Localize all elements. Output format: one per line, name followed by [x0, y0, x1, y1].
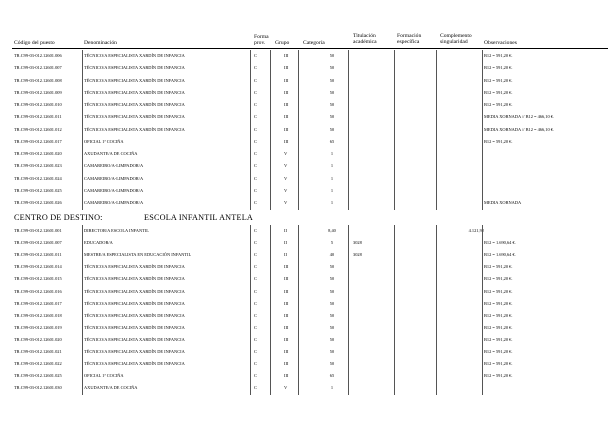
cell-categoria: 50: [329, 300, 335, 306]
cell-forma: C: [254, 89, 257, 95]
cell-code: TR.C99-03-012.12601.024: [14, 175, 62, 181]
cell-titulacion: 3028: [353, 240, 362, 246]
column-divider: [348, 50, 349, 210]
cell-forma: C: [254, 126, 257, 132]
cell-observaciones: B12 = 591,20 €.: [484, 53, 513, 58]
cell-forma: C: [254, 77, 257, 83]
cell-code: TR.C99-03-012.12601.020: [14, 336, 62, 342]
cell-observaciones: B12 = 591,20 €.: [484, 288, 513, 294]
cell-categoria: 50: [329, 126, 335, 132]
cell-code: TR.C99-03-012.12601.007: [14, 65, 62, 71]
cell-code: TR.C99-03-012.12601.022: [14, 361, 62, 367]
cell-grupo: III: [284, 264, 289, 270]
cell-grupo: III: [284, 373, 289, 379]
column-divider: [250, 225, 251, 395]
cell-denominacion: TÉCNICO/A ESPECIALISTA XARDÍN DE INFANCIA: [84, 114, 185, 120]
cell-grupo: III: [284, 300, 289, 306]
cell-observaciones: B12 = 591,20 €.: [484, 276, 513, 282]
cell-code: TR.C99-03-012.12601.001: [14, 228, 62, 233]
header-categoria: Categoría: [303, 40, 325, 46]
cell-denominacion: MESTRE/A ESPECIALISTA EN EDUCACIÓN INFANTIL: [84, 252, 192, 258]
cell-code: TR.C99-03-012.12601.017: [14, 300, 62, 306]
cell-forma: C: [254, 373, 257, 379]
cell-denominacion: OFICIAL 1ª COCIÑA: [84, 373, 124, 379]
cell-code: TR.C99-03-012.12601.008: [14, 77, 62, 83]
column-divider: [436, 50, 437, 210]
cell-observaciones: B12 = 591,20 €.: [484, 349, 513, 354]
cell-denominacion: TÉCNICO/A ESPECIALISTA XARDÍN DE INFANCIA: [84, 276, 185, 282]
cell-forma: C: [254, 385, 257, 391]
cell-categoria: 65: [329, 373, 335, 379]
cell-categoria: 1: [330, 200, 334, 205]
cell-grupo: V: [284, 175, 288, 181]
cell-code: TR.C99-03-012.12601.016: [14, 288, 62, 294]
cell-grupo: III: [284, 276, 289, 282]
cell-categoria: 50: [329, 276, 335, 282]
column-divider: [270, 225, 271, 395]
column-divider: [394, 225, 395, 395]
cell-forma: C: [254, 200, 257, 205]
cell-denominacion: TÉCNICO/A ESPECIALISTA XARDÍN DE INFANCIA: [84, 77, 185, 83]
cell-forma: C: [254, 187, 257, 193]
cell-code: TR.C99-03-012.12601.021: [14, 349, 62, 354]
cell-grupo: III: [284, 288, 289, 294]
cell-denominacion: TÉCNICO/A ESPECIALISTA XARDÍN DE INFANCIA: [84, 53, 185, 58]
cell-categoria: 50: [329, 324, 335, 330]
cell-grupo: III: [284, 312, 289, 318]
cell-observaciones: B12 = 591,20 €.: [484, 138, 513, 144]
cell-categoria: 50: [329, 264, 335, 270]
cell-grupo: III: [284, 349, 289, 354]
cell-grupo: III: [284, 102, 289, 107]
cell-forma: C: [254, 252, 257, 258]
cell-grupo: III: [284, 324, 289, 330]
cell-forma: C: [254, 361, 257, 367]
cell-categoria: 1: [330, 163, 334, 169]
cell-code: TR.C99-03-012.12601.011: [14, 114, 62, 120]
cell-code: TR.C99-03-012.12601.026: [14, 200, 62, 205]
cell-code: TR.C99-03-012.12601.007: [14, 240, 62, 246]
header-titulacion: Titulación académica: [353, 33, 377, 46]
cell-code: TR.C99-03-012.12601.006: [14, 53, 62, 58]
cell-denominacion: TÉCNICO/A ESPECIALISTA XARDÍN DE INFANCIA: [84, 300, 185, 306]
cell-categoria: 8,40: [328, 228, 336, 233]
cell-observaciones: B12 = 591,20 €.: [484, 361, 513, 367]
cell-denominacion: TÉCNICO/A ESPECIALISTA XARDÍN DE INFANCIA: [84, 349, 185, 354]
cell-code: TR.C99-03-012.12601.015: [14, 276, 62, 282]
column-divider: [298, 225, 299, 395]
cell-code: TR.C99-03-012.12601.017: [14, 138, 62, 144]
cell-grupo: II: [284, 228, 287, 233]
cell-observaciones: B12 = 591,20 €.: [484, 65, 513, 71]
column-divider: [436, 225, 437, 395]
cell-categoria: 50: [329, 349, 335, 354]
cell-forma: C: [254, 288, 257, 294]
cell-code: TR.C99-03-012.12601.009: [14, 89, 62, 95]
cell-code: TR.C99-03-012.12601.025: [14, 187, 62, 193]
cell-categoria: 50: [329, 114, 335, 120]
cell-categoria: 1: [330, 175, 334, 181]
cell-denominacion: TÉCNICO/A ESPECIALISTA XARDÍN DE INFANCIA: [84, 264, 185, 270]
cell-categoria: 5: [330, 240, 334, 246]
cell-code: TR.C99-03-012.12601.018: [14, 312, 62, 318]
column-divider: [82, 225, 83, 395]
header-codigo: Código del puesto: [14, 40, 55, 46]
cell-categoria: 50: [329, 65, 335, 71]
cell-denominacion: CAMAREIRO/A-LIMPADOR/A: [84, 163, 144, 169]
cell-grupo: II: [284, 252, 287, 258]
cell-categoria: 50: [329, 89, 335, 95]
cell-titulacion: 3028: [353, 252, 362, 258]
cell-forma: C: [254, 163, 257, 169]
column-divider: [298, 50, 299, 210]
cell-denominacion: DIRECTOR/A ESCOLA INFANTIL: [84, 228, 149, 233]
cell-forma: C: [254, 175, 257, 181]
cell-grupo: V: [284, 151, 288, 156]
cell-code: TR.C99-03-012.12601.010: [14, 102, 62, 107]
cell-forma: C: [254, 324, 257, 330]
cell-code: TR.C99-03-012.12601.011: [14, 252, 62, 258]
cell-forma: C: [254, 138, 257, 144]
cell-code: TR.C99-03-012.12601.019: [14, 324, 62, 330]
column-divider: [270, 50, 271, 210]
cell-denominacion: TÉCNICO/A ESPECIALISTA XARDÍN DE INFANCIA: [84, 312, 185, 318]
cell-denominacion: AXUDANTE/A DE COCIÑA: [84, 151, 138, 156]
cell-forma: C: [254, 336, 257, 342]
cell-observaciones: B12 = 591,20 €.: [484, 373, 513, 379]
cell-forma: C: [254, 312, 257, 318]
cell-code: TR.C99-03-012.12601.023: [14, 163, 62, 169]
cell-forma: C: [254, 276, 257, 282]
cell-denominacion: TÉCNICO/A ESPECIALISTA XARDÍN DE INFANCIA: [84, 361, 185, 367]
header-forma: Forma prov.: [254, 34, 269, 47]
cell-forma: C: [254, 102, 257, 107]
cell-forma: C: [254, 114, 257, 120]
cell-observaciones: B12 = 1.690,64 €.: [484, 252, 516, 258]
cell-grupo: III: [284, 89, 289, 95]
cell-categoria: 50: [329, 312, 335, 318]
cell-categoria: 65: [329, 138, 335, 144]
cell-observaciones: B12 = 1.690,64 €.: [484, 240, 516, 246]
column-divider: [394, 50, 395, 210]
cell-grupo: III: [284, 138, 289, 144]
column-divider: [82, 50, 83, 210]
cell-forma: C: [254, 151, 257, 156]
cell-forma: C: [254, 240, 257, 246]
cell-denominacion: AXUDANTE/A DE COCIÑA: [84, 385, 138, 391]
cell-grupo: V: [284, 163, 288, 169]
cell-denominacion: EDUCADOR/A: [84, 240, 113, 246]
cell-categoria: 1: [330, 385, 334, 391]
cell-categoria: 50: [329, 288, 335, 294]
cell-grupo: V: [284, 187, 288, 193]
cell-denominacion: OFICIAL 1ª COCIÑA: [84, 138, 124, 144]
cell-observaciones: B12 = 591,20 €.: [484, 102, 513, 107]
cell-grupo: III: [284, 65, 289, 71]
cell-observaciones: MEDIA XORNADA: [484, 200, 522, 205]
centro-destino-name: ESCOLA INFANTIL ANTELA: [144, 213, 254, 222]
cell-denominacion: TÉCNICO/A ESPECIALISTA XARDÍN DE INFANCIA: [84, 65, 185, 71]
column-divider: [348, 225, 349, 395]
cell-observaciones: B12 = 591,20 €.: [484, 89, 513, 95]
cell-observaciones: B12 = 591,20 €.: [484, 312, 513, 318]
cell-observaciones: B12 = 591,20 €.: [484, 264, 513, 270]
cell-categoria: 50: [329, 77, 335, 83]
cell-grupo: V: [284, 200, 288, 205]
cell-forma: C: [254, 349, 257, 354]
cell-code: TR.C99-03-012.12601.025: [14, 373, 62, 379]
cell-categoria: 1: [330, 187, 334, 193]
cell-grupo: III: [284, 336, 289, 342]
cell-observaciones: MEDIA XORNADA // B12 = 466,10 €.: [484, 126, 555, 132]
cell-observaciones: B12 = 591,20 €.: [484, 300, 513, 306]
cell-categoria: 40: [329, 252, 335, 258]
cell-grupo: II: [284, 240, 287, 246]
cell-categoria: 50: [329, 53, 335, 58]
cell-denominacion: CAMAREIRO/A-LIMPADOR/A: [84, 200, 144, 205]
cell-denominacion: TÉCNICO/A ESPECIALISTA XARDÍN DE INFANCIA: [84, 288, 185, 294]
cell-forma: C: [254, 53, 257, 58]
column-divider: [482, 225, 483, 395]
header-rule: [12, 48, 608, 49]
column-divider: [482, 50, 483, 210]
cell-grupo: III: [284, 126, 289, 132]
cell-forma: C: [254, 65, 257, 71]
cell-categoria: 50: [329, 102, 335, 107]
cell-complemento: 4.121,92: [468, 228, 484, 233]
cell-denominacion: TÉCNICO/A ESPECIALISTA XARDÍN DE INFANCIA: [84, 102, 185, 107]
cell-code: TR.C99-03-012.12601.012: [14, 126, 62, 132]
header-formacion: Formación específica: [397, 33, 422, 46]
cell-denominacion: TÉCNICO/A ESPECIALISTA XARDÍN DE INFANCIA: [84, 89, 185, 95]
cell-categoria: 1: [330, 151, 334, 156]
cell-denominacion: CAMAREIRO/A-LIMPADOR/A: [84, 187, 144, 193]
header-observaciones: Observaciones: [484, 40, 517, 46]
cell-observaciones: B12 = 591,20 €.: [484, 324, 513, 330]
cell-forma: C: [254, 264, 257, 270]
header-denominacion: Denominación: [84, 40, 117, 46]
cell-code: TR.C99-03-012.12601.030: [14, 385, 62, 391]
cell-denominacion: TÉCNICO/A ESPECIALISTA XARDÍN DE INFANCIA: [84, 336, 185, 342]
header-grupo: Grupo: [275, 40, 290, 46]
header-complemento: Complemento singularidad: [440, 33, 472, 46]
cell-denominacion: TÉCNICO/A ESPECIALISTA XARDÍN DE INFANCIA: [84, 126, 185, 132]
cell-grupo: III: [284, 53, 289, 58]
cell-categoria: 50: [329, 336, 335, 342]
centro-destino-label: CENTRO DE DESTINO:: [14, 213, 103, 222]
cell-forma: C: [254, 228, 257, 233]
cell-observaciones: MEDIA XORNADA // B12 = 466,10 €.: [484, 114, 555, 120]
cell-grupo: III: [284, 114, 289, 120]
cell-observaciones: B12 = 591,20 €.: [484, 336, 513, 342]
cell-code: TR.C99-03-012.12601.020: [14, 151, 62, 156]
cell-grupo: III: [284, 77, 289, 83]
cell-code: TR.C99-03-012.12601.014: [14, 264, 62, 270]
cell-denominacion: TÉCNICO/A ESPECIALISTA XARDÍN DE INFANCIA: [84, 324, 185, 330]
cell-observaciones: B12 = 591,20 €.: [484, 77, 513, 83]
cell-grupo: V: [284, 385, 288, 391]
cell-forma: C: [254, 300, 257, 306]
column-divider: [250, 50, 251, 210]
cell-categoria: 50: [329, 361, 335, 367]
cell-denominacion: CAMAREIRO/A-LIMPADOR/A: [84, 175, 144, 181]
cell-grupo: III: [284, 361, 289, 367]
